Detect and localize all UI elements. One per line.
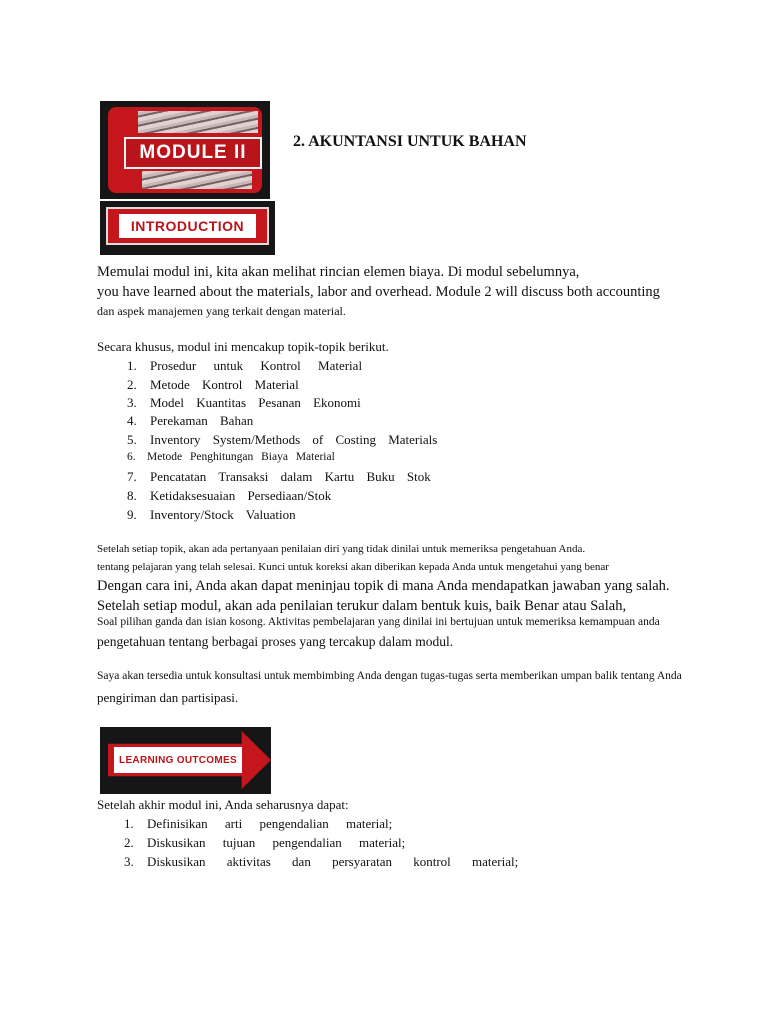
module-label: MODULE II <box>124 137 262 169</box>
topic-item: Metode Penghitungan Biaya Material <box>147 451 335 463</box>
topic-item: Inventory/Stock Valuation <box>150 507 296 522</box>
introduction-frame <box>106 207 269 245</box>
outcome-item: Diskusikan aktivitas dan persyaratan kontrol material; <box>147 854 519 869</box>
list-number: 2. <box>127 377 137 392</box>
outcomes-lead: Setelah akhir modul ini, Anda seharusnya dapat: <box>97 797 349 812</box>
list-number: 3. <box>127 395 137 410</box>
topic-item: Metode Kontrol Material <box>150 377 299 392</box>
learning-outcomes-label: LEARNING OUTCOMES <box>114 747 242 773</box>
list-number: 2. <box>124 835 134 850</box>
topic-item: Inventory System/Methods of Costing Materials <box>150 432 438 447</box>
assessment-line: Soal pilihan ganda dan isian kosong. Aktivitas pembelajaran yang dinilai ini bertujuan untuk memeriksa kemampuan anda <box>97 616 660 628</box>
list-number: 7. <box>127 469 137 484</box>
outcome-item: Definisikan arti pengendalian material; <box>147 816 393 831</box>
module-banner-background <box>108 107 262 193</box>
assessment-line: pengetahuan tentang berbagai proses yang tercakup dalam modul. <box>97 634 454 649</box>
consult-line: Saya akan tersedia untuk konsultasi untuk membimbing Anda dengan tugas-tugas serta memberikan umpan balik tentang Anda <box>97 670 682 682</box>
topic-item: Pencatatan Transaksi dalam Kartu Buku Stok <box>150 469 431 484</box>
assessment-line: Setelah setiap topik, akan ada pertanyaan penilaian diri yang tidak dinilai untuk memeriksa pengetahuan Anda. <box>97 543 586 555</box>
topic-item: Model Kuantitas Pesanan Ekonomi <box>150 395 361 410</box>
list-number: 3. <box>124 854 134 869</box>
assessment-line: Dengan cara ini, Anda akan dapat meninjau topik di mana Anda mendapatkan jawaban yang salah. <box>97 578 670 594</box>
assessment-line: tentang pelajaran yang telah selesai. Kunci untuk koreksi akan diberikan kepada Anda untuk mengetahui yang benar <box>97 561 609 573</box>
consult-line: pengiriman dan partisipasi. <box>97 690 239 705</box>
list-number: 6. <box>127 451 136 463</box>
list-number: 5. <box>127 432 137 447</box>
introduction-banner <box>100 201 275 255</box>
intro-line: Memulai modul ini, kita akan melihat rincian elemen biaya. Di modul sebelumnya, <box>97 264 580 280</box>
list-number: 8. <box>127 488 137 503</box>
list-number: 9. <box>127 507 137 522</box>
decorative-scraps <box>142 171 252 189</box>
page-title: 2. AKUNTANSI UNTUK BAHAN <box>293 133 527 150</box>
assessment-line: Setelah setiap modul, akan ada penilaian terukur dalam bentuk kuis, baik Benar atau Salah, <box>97 598 627 614</box>
intro-line: you have learned about the materials, labor and overhead. Module 2 will discuss both accounting <box>97 284 660 300</box>
outcome-item: Diskusikan tujuan pengendalian material; <box>147 835 406 850</box>
intro-line: dan aspek manajemen yang terkait dengan material. <box>97 304 346 318</box>
topics-lead: Secara khusus, modul ini mencakup topik-topik berikut. <box>97 339 389 354</box>
learning-outcomes-banner <box>100 727 271 794</box>
topic-item: Ketidaksesuaian Persediaan/Stok <box>150 488 332 503</box>
list-number: 1. <box>127 358 137 373</box>
list-number: 4. <box>127 413 137 428</box>
module-ii-banner <box>100 101 270 199</box>
topic-item: Prosedur untuk Kontrol Material <box>150 358 363 373</box>
introduction-label: INTRODUCTION <box>119 214 256 238</box>
decorative-scraps <box>138 111 258 133</box>
topic-item: Perekaman Bahan <box>150 413 254 428</box>
list-number: 1. <box>124 816 134 831</box>
